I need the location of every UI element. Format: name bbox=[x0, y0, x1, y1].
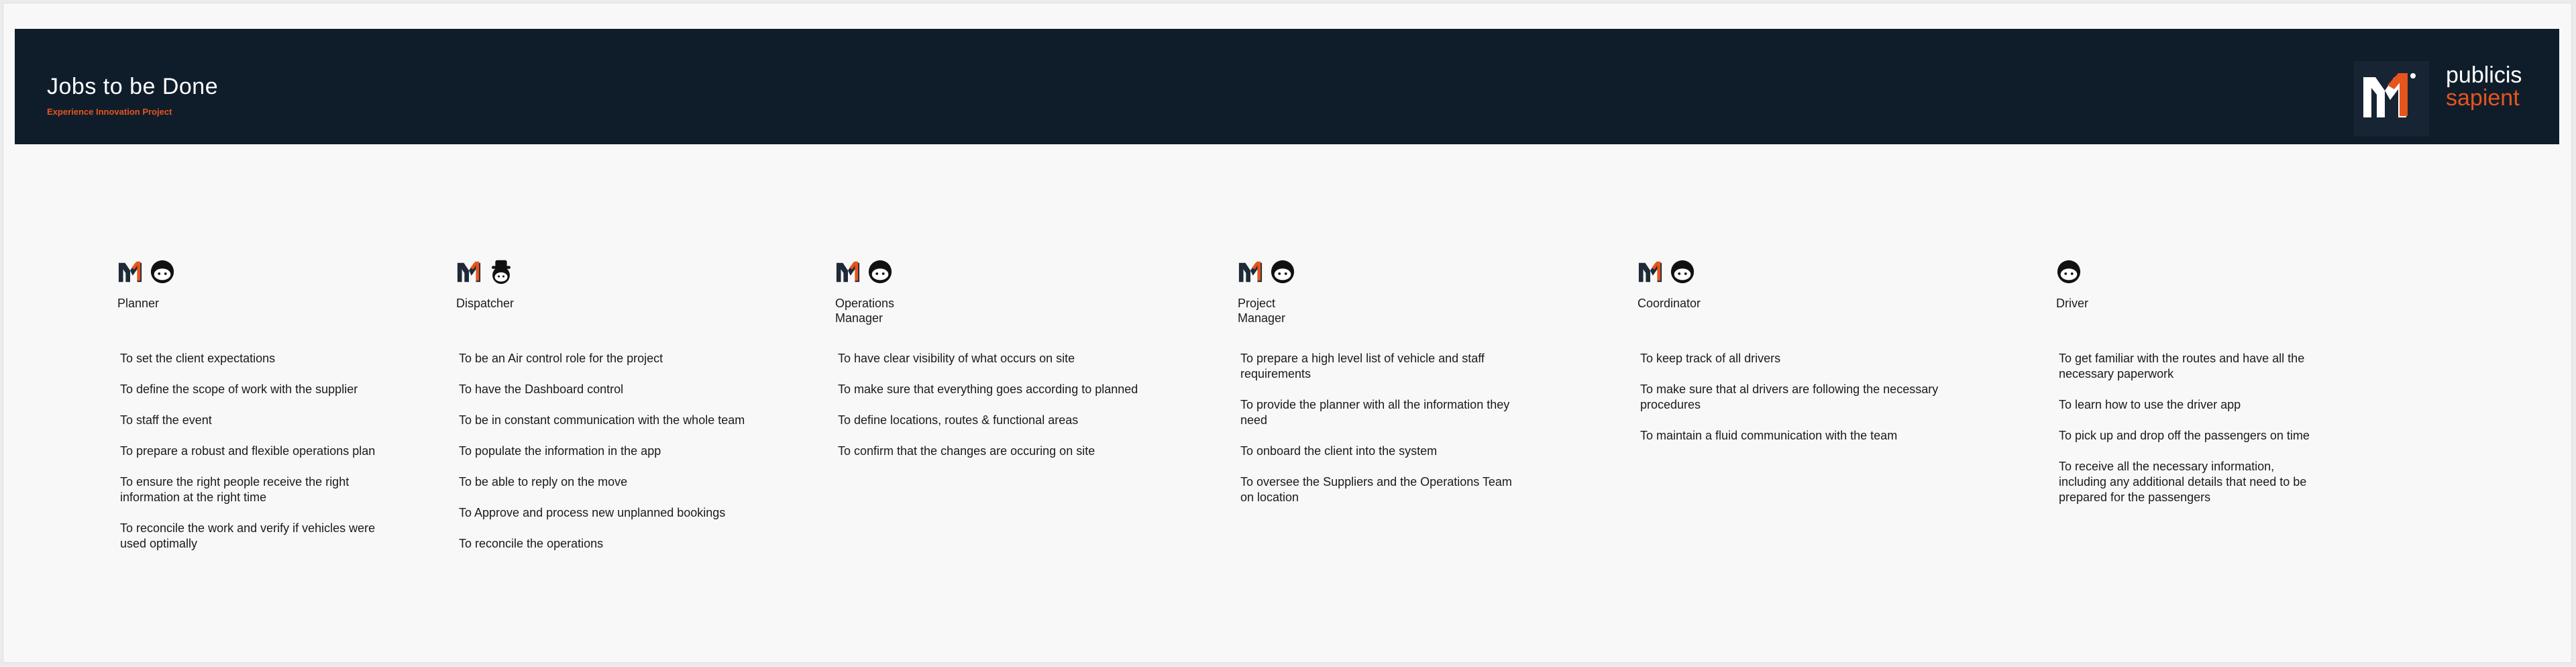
job-item: To maintain a fluid communication with the team bbox=[1640, 429, 1898, 442]
persona-icons bbox=[835, 257, 894, 287]
job-item: To learn how to use the driver app bbox=[2059, 398, 2241, 411]
job-item: To be in constant communication with the whole team bbox=[459, 413, 745, 427]
persona-name: Coordinator bbox=[1638, 297, 1701, 310]
face-icon bbox=[150, 259, 175, 285]
persona-0 bbox=[117, 257, 175, 311]
face-icon bbox=[1270, 259, 1295, 285]
job-item: To be able to reply on the move bbox=[459, 475, 628, 489]
face-icon bbox=[867, 259, 893, 285]
job-item: To pick up and drop off the passengers on time bbox=[2059, 429, 2310, 442]
persona-name: Dispatcher bbox=[456, 297, 515, 310]
company-logo-icon bbox=[1638, 259, 1663, 285]
job-item: To make sure that al drivers are following the necessary procedures bbox=[1640, 382, 1939, 411]
page-canvas bbox=[3, 3, 2572, 663]
job-item: To oversee the Suppliers and the Operations Team on location bbox=[1240, 475, 1512, 504]
job-item: To populate the information in the app bbox=[459, 444, 661, 458]
persona-icons bbox=[1238, 257, 1295, 287]
job-item: To confirm that the changes are occuring on site bbox=[838, 444, 1095, 458]
persona-name: Operations Manager bbox=[835, 297, 895, 325]
persona-name: Driver bbox=[2056, 297, 2088, 310]
job-item: To be an Air control role for the project bbox=[459, 352, 663, 365]
job-item: To keep track of all drivers bbox=[1640, 352, 1781, 365]
page-title: Jobs to be Done bbox=[47, 74, 219, 99]
job-item: To get familiar with the routes and have all the necessary paperwork bbox=[2059, 352, 2305, 380]
company-logo-icon bbox=[1238, 259, 1263, 285]
persona-icons bbox=[2056, 257, 2088, 287]
job-item: To provide the planner with all the information they need bbox=[1240, 398, 1510, 427]
jobs-list bbox=[120, 351, 375, 567]
job-item: To reconcile the work and verify if vehicles were used optimally bbox=[120, 521, 376, 550]
persona-5 bbox=[2056, 257, 2088, 311]
persona-2 bbox=[835, 257, 894, 325]
jobs-list bbox=[459, 351, 745, 567]
persona-icons bbox=[1638, 257, 1701, 287]
jobs-list bbox=[2059, 351, 2310, 521]
job-item: To define the scope of work with the supplier bbox=[120, 382, 358, 396]
job-item: To set the client expectations bbox=[120, 352, 276, 365]
page-header bbox=[15, 29, 2559, 144]
persona-4 bbox=[1638, 257, 1701, 311]
jobs-list bbox=[1640, 351, 1938, 459]
jobs-list bbox=[838, 351, 1138, 474]
hat-face-icon bbox=[488, 259, 514, 285]
persona-icons bbox=[117, 257, 175, 287]
face-icon bbox=[1670, 259, 1695, 285]
job-item: To prepare a high level list of vehicle and staff requirements bbox=[1240, 352, 1485, 380]
job-item: To prepare a robust and flexible operations plan bbox=[120, 444, 376, 458]
persona-name: Project Manager bbox=[1238, 297, 1286, 325]
company-logo-icon bbox=[456, 259, 482, 285]
face-icon bbox=[2056, 259, 2082, 285]
job-item: To make sure that everything goes according to planned bbox=[838, 382, 1138, 396]
persona-name: Planner bbox=[117, 297, 160, 310]
company-logo-icon bbox=[117, 259, 143, 285]
jobs-list bbox=[1240, 351, 1512, 521]
brand-word-sapient: sapient bbox=[2446, 85, 2520, 111]
job-item: To have clear visibility of what occurs on site bbox=[838, 352, 1075, 365]
job-item: To reconcile the operations bbox=[459, 537, 604, 550]
page-subtitle: Experience Innovation Project bbox=[47, 107, 172, 117]
persona-1 bbox=[456, 257, 514, 311]
job-item: To staff the event bbox=[120, 413, 212, 427]
persona-icons bbox=[456, 257, 514, 287]
job-item: To Approve and process new unplanned bookings bbox=[459, 506, 726, 519]
job-item: To ensure the right people receive the right information at the right time bbox=[120, 475, 350, 504]
job-item: To receive all the necessary information, including any additional details that need to be prepared for the passengers bbox=[2059, 460, 2307, 504]
job-item: To have the Dashboard control bbox=[459, 382, 624, 396]
company-logo-icon bbox=[835, 259, 861, 285]
job-item: To define locations, routes & functional areas bbox=[838, 413, 1079, 427]
brand-word-publicis: publicis bbox=[2446, 62, 2522, 88]
publicis-sapient-logo-icon bbox=[2354, 61, 2429, 136]
job-item: To onboard the client into the system bbox=[1240, 444, 1438, 458]
brand-wordmark bbox=[2446, 64, 2522, 109]
persona-3 bbox=[1238, 257, 1295, 325]
